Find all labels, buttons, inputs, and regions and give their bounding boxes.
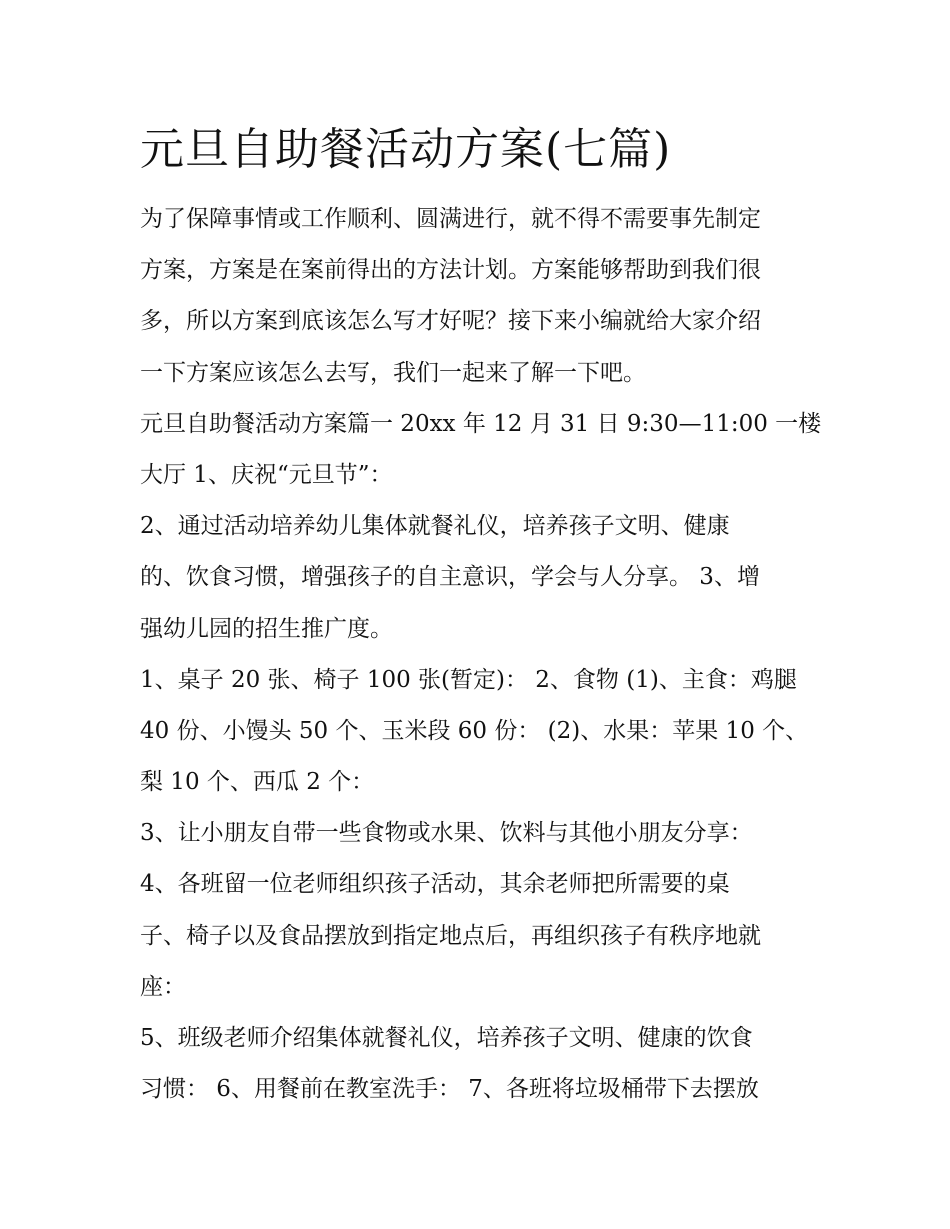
text-line: 40 份、小馒头 50 个、玉米段 60 份： (2)、水果：苹果 10 个、	[140, 717, 809, 744]
text-line: 强幼儿园的招生推广度。	[140, 615, 393, 642]
text-line: 元旦自助餐活动方案篇一 20xx 年 12 月 31 日 9:30—11:00 一楼	[140, 410, 822, 437]
paragraph-step-4	[140, 859, 820, 1013]
paragraph-plan-one-time-place	[140, 399, 820, 501]
paragraph-step-3	[140, 808, 820, 859]
text-line: 习惯： 6、用餐前在教室洗手： 7、各班将垃圾桶带下去摆放	[140, 1076, 759, 1103]
text-line: 1、桌子 20 张、椅子 100 张(暂定)： 2、食物 (1)、主食：鸡腿	[140, 666, 797, 693]
text-line: 4、各班留一位老师组织孩子活动，其余老师把所需要的桌	[140, 871, 730, 898]
text-line: 为了保障事情或工作顺利、圆满进行，就不得不需要事先制定	[140, 206, 761, 232]
document-body	[140, 194, 820, 1115]
paragraph-intro	[140, 194, 820, 399]
text-line: 3、让小朋友自带一些食物或水果、饮料与其他小朋友分享：	[140, 820, 753, 847]
text-line: 多，所以方案到底该怎么写才好呢？接下来小编就给大家介绍	[140, 308, 761, 335]
paragraph-step-5-7	[140, 1013, 820, 1115]
text-line: 大厅 1、庆祝“元旦节”：	[140, 461, 393, 488]
paragraph-objectives	[140, 501, 820, 655]
document-title: 元旦自助餐活动方案(七篇)	[140, 124, 672, 175]
document-page	[140, 118, 820, 1115]
text-line: 5、班级老师介绍集体就餐礼仪，培养孩子文明、健康的饮食	[140, 1025, 753, 1051]
text-line: 一下方案应该怎么去写，我们一起来了解一下吧。	[140, 359, 646, 386]
paragraph-preparation	[140, 655, 820, 809]
text-line: 2、通过活动培养幼儿集体就餐礼仪，培养孩子文明、健康	[140, 513, 730, 540]
text-line: 梨 10 个、西瓜 2 个：	[140, 769, 375, 796]
text-line: 子、椅子以及食品摆放到指定地点后，再组织孩子有秩序地就	[140, 922, 761, 949]
text-line: 的、饮食习惯，增强孩子的自主意识，学会与人分享。 3、增	[140, 564, 760, 591]
text-line: 方案，方案是在案前得出的方法计划。方案能够帮助到我们很	[140, 257, 761, 284]
text-line: 座：	[140, 973, 186, 1000]
